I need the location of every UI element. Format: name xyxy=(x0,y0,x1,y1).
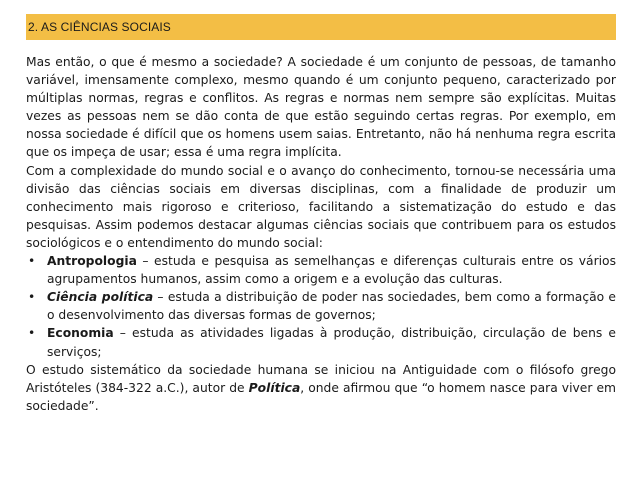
section-title: 2. AS CIÊNCIAS SOCIAIS xyxy=(28,20,171,34)
paragraph-society: Mas então, o que é mesmo a sociedade? A sociedade é um conjunto de pessoas, de tamanho variável, imensamente complexo, mesmo quando é um conjunto pequeno, caracterizado por múltiplas normas, regras e conflitos. As regras e normas nem sempre são explícitas. Muitas vezes as pessoas nem se dão conta de que estão seguindo certas regras. Por exemplo, em nossa sociedade é difícil que os homens usem saias. Entretanto, não há nenhuma regra escrita que os impeça de usar; essa é uma regra implícita. xyxy=(26,55,616,160)
paragraph-aristotle xyxy=(26,361,616,415)
aristotle-text-end: , onde afirmou que “o homem nasce para viver em sociedade”. xyxy=(26,380,616,413)
term-economics: Economia xyxy=(47,326,114,341)
slide-content xyxy=(26,53,616,415)
list-item-economics xyxy=(26,324,616,360)
aristotle-text-start: O estudo sistemático da sociedade humana se iniciou na Antiguidade com o filósofo grego Aristóteles (384-322 a.C.), autor de xyxy=(26,362,616,395)
term-anthropology: Antropologia xyxy=(47,254,137,269)
bullet-icon: • xyxy=(28,326,36,341)
book-title-politica: Política xyxy=(248,380,301,395)
list-item-anthropology xyxy=(26,252,616,288)
disciplines-list xyxy=(26,252,616,361)
bullet-icon: • xyxy=(28,290,36,305)
paragraph-social-sciences: Com a complexidade do mundo social e o avanço do conhecimento, tornou-se necessária uma divisão das ciências sociais em diversas disciplinas, com a finalidade de produzir um conhecimento mais rigoroso e criterioso, facilitando a sistematização do estudo e das pesquisas. Assim podemos destacar algumas ciências sociais que contribuem para os estudos sociológicos e o entendimento do mundo social: xyxy=(26,163,616,250)
desc-anthropology: – estuda e pesquisa as semelhanças e diferenças culturais entre os vários agrupamentos humanos, assim como a origem e a evolução das culturas. xyxy=(47,254,616,287)
desc-political-science: – estuda a distribuição de poder nas sociedades, bem como a formação e o desenvolvimento das diversas formas de governos; xyxy=(47,290,616,323)
list-item-political-science xyxy=(26,288,616,324)
desc-economics: – estuda as atividades ligadas à produção, distribuição, circulação de bens e serviços; xyxy=(47,326,616,359)
section-header-bar xyxy=(26,14,616,40)
term-political-science: Ciência política xyxy=(47,290,154,305)
bullet-icon: • xyxy=(28,254,36,269)
